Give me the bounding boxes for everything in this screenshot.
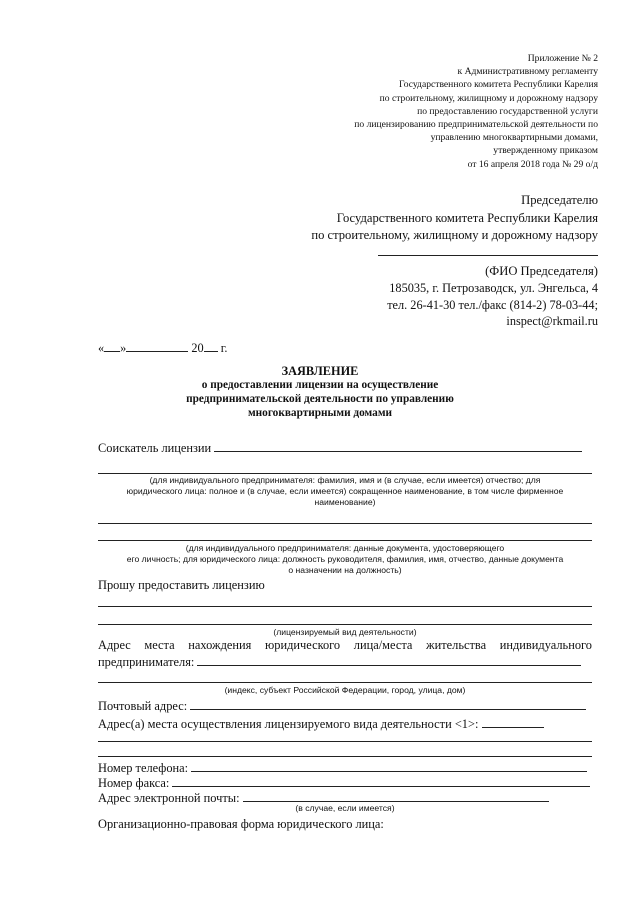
legal-address-field-line-2[interactable] (98, 682, 592, 683)
addressee-line: по строительному, жилищному и дорожному надзору (311, 228, 598, 242)
request-row (98, 578, 592, 593)
activity-address-field-line-3[interactable] (98, 756, 592, 757)
contacts-block (387, 280, 598, 330)
hint-line: (для индивидуального предпринимателя: данные документа, удостоверяющего (185, 543, 505, 553)
org-form-row (98, 817, 592, 832)
fax-label: Номер факса: (98, 776, 170, 790)
annex-line: Приложение № 2 (527, 53, 598, 64)
title-main: ЗАЯВЛЕНИЕ (281, 364, 359, 378)
title-line: о предоставлении лицензии на осуществление (201, 379, 439, 391)
org-form-label: Организационно-правовая форма юридического лица: (98, 817, 384, 831)
postal-address-field[interactable] (190, 698, 586, 710)
activity-address-field-line-2[interactable] (98, 741, 592, 742)
annex-line: Государственного комитета Республики Карелия (399, 79, 598, 91)
phone-field[interactable] (191, 760, 587, 772)
legal-address-label-line-1: Адрес места нахождения юридического лица/места жительства индивидуального (98, 638, 592, 652)
chairman-name-hint: (ФИО Председателя) (485, 264, 598, 278)
hint-line: наименование) (314, 497, 376, 507)
office-email: inspect@rkmail.ru (506, 314, 598, 328)
office-address: 185035, г. Петрозаводск, ул. Энгельса, 4 (389, 281, 598, 295)
date-open-quote: « (98, 341, 105, 355)
annex-line: утвержденному приказом (493, 145, 598, 157)
date-line (98, 340, 228, 356)
license-type-field-line-2[interactable] (98, 624, 592, 625)
date-day-field[interactable] (104, 340, 120, 352)
postal-address-label: Почтовый адрес: (98, 699, 188, 713)
document-data-hint (98, 543, 592, 576)
applicant-field[interactable] (214, 440, 582, 452)
hint-line: его личность; для юридического лица: должность руководителя, фамилия, имя, отчество, данные документа (126, 554, 564, 564)
title-line: предпринимательской деятельности по управлению (186, 393, 454, 405)
addressee-block (311, 192, 598, 281)
annex-line: по лицензированию предпринимательской деятельности по (354, 119, 598, 131)
phone-row (98, 760, 592, 776)
date-month-field[interactable] (126, 340, 188, 352)
applicant-extra-line[interactable] (98, 523, 592, 524)
office-phones: тел. 26-41-30 тел./факс (814-2) 78-03-44; (387, 297, 598, 312)
hint-line: о назначении на должность) (288, 565, 402, 575)
legal-address-field[interactable] (197, 654, 581, 666)
legal-address-row (98, 654, 592, 670)
applicant-label: Соискатель лицензии (98, 441, 212, 455)
annex-line: управлению многоквартирными домами, (430, 132, 598, 144)
date-year-field[interactable] (204, 340, 218, 352)
addressee-line: Государственного комитета Республики Карелия (336, 210, 598, 225)
email-hint: (в случае, если имеется) (295, 803, 395, 813)
hint-line: (для индивидуального предпринимателя: фамилия, имя и (в случае, если имеется) отчество; для (149, 475, 541, 485)
date-year-prefix: 20 (191, 341, 204, 355)
document-data-field[interactable] (98, 540, 592, 541)
document-title (0, 364, 640, 420)
request-label: Прошу предоставить лицензию (98, 578, 265, 592)
license-type-field[interactable] (98, 606, 592, 607)
phone-label: Номер телефона: (98, 761, 189, 775)
legal-address-label-line-2: предпринимателя: (98, 655, 195, 669)
postal-address-row (98, 698, 592, 714)
applicant-row (98, 440, 592, 456)
date-year-suffix: г. (220, 341, 228, 355)
hint-line: юридического лица: полное и (в случае, если имеется) сокращенное наименование, в том числе фирменное (126, 486, 564, 496)
annex-header (354, 52, 598, 171)
fax-field[interactable] (172, 775, 590, 787)
annex-line: по предоставлению государственной услуги (417, 105, 598, 117)
fax-row (98, 775, 592, 791)
chairman-name-field[interactable] (378, 245, 598, 256)
activity-address-label: Адрес(а) места осуществления лицензируемого вида деятельности <1>: (98, 717, 479, 731)
activity-address-row (98, 716, 592, 732)
license-type-hint: (лицензируемый вид деятельности) (273, 627, 417, 637)
addressee-line: Председателю (521, 193, 598, 207)
applicant-hint (98, 475, 592, 508)
annex-line: от 16 апреля 2018 года № 29 о/д (467, 158, 598, 170)
email-field[interactable] (243, 790, 549, 802)
title-line: многоквартирными домами (247, 407, 393, 419)
annex-line: по строительному, жилищному и дорожному надзору (379, 92, 598, 104)
date-close-quote: » (120, 341, 127, 355)
legal-address-hint: (индекс, субъект Российской Федерации, город, улица, дом) (224, 685, 466, 695)
annex-line: к Административному регламенту (457, 66, 598, 78)
email-label: Адрес электронной почты: (98, 791, 240, 805)
applicant-field-line-2[interactable] (98, 473, 592, 474)
activity-address-field[interactable] (482, 716, 544, 728)
